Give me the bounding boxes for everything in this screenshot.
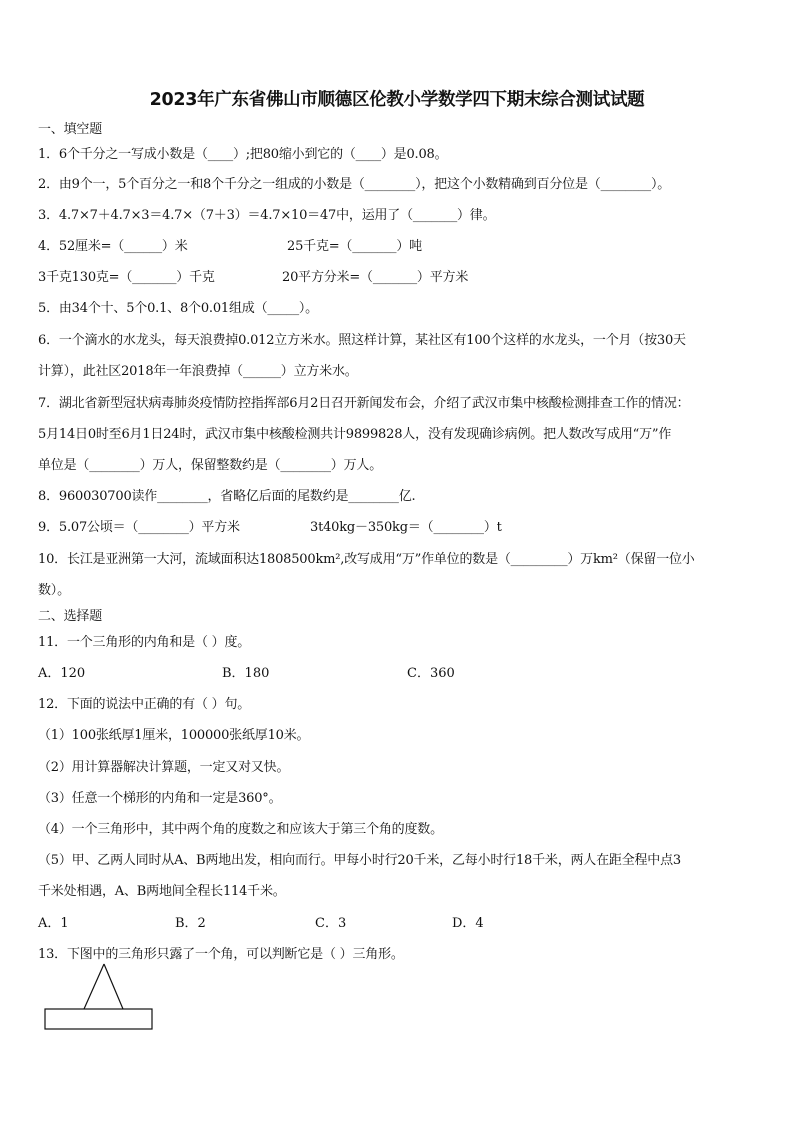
q12-option-b: B．2 <box>175 916 206 931</box>
q12-option-a: A．1 <box>38 916 69 931</box>
partially-hidden-triangle-figure <box>44 942 158 1034</box>
triangle-right-side <box>104 964 123 1009</box>
question-6-line-2: 计算），此社区2018年一年浪费掉（______）立方米水。 <box>38 364 358 379</box>
question-4-part-d: 20平方分米=（_______）平方米 <box>282 270 469 285</box>
q12-statement-1: （1）100张纸厚1厘米，100000张纸厚10米。 <box>38 728 310 743</box>
section-heading-fill-in: 一、填空题 <box>38 122 103 137</box>
question-13: 13．下图中的三角形只露了一个角，可以判断它是（ ）三角形。 <box>38 947 404 962</box>
question-7-line-1: 7．湖北省新型冠状病毒肺炎疫情防控指挥部6月2日召开新闻发布会，介绍了武汉市集中核酸检测排查工作的情况： <box>38 396 690 411</box>
question-9-part-a: 9．5.07公顷＝（________）平方米 <box>38 520 240 535</box>
question-12: 12．下面的说法中正确的有（ ）句。 <box>38 697 251 712</box>
question-7-line-2: 5月14日0时至6月1日24时，武汉市集中核酸检测共计9899828人，没有发现确诊病例。把人数改写成用“万”作 <box>38 427 672 442</box>
triangle-left-side <box>84 964 104 1009</box>
question-10-line-1: 10．长江是亚洲第一大河，流域面积达1808500km²,改写成用“万”作单位的数是（_________）万km²（保留一位小 <box>38 552 695 567</box>
q12-statement-2: （2）用计算器解决计算题，一定又对又快。 <box>38 760 290 775</box>
question-11: 11．一个三角形的内角和是（ ）度。 <box>38 635 251 650</box>
q12-option-d: D．4 <box>452 916 484 931</box>
question-8: 8．960030700读作________，省略亿后面的尾数约是________亿. <box>38 489 416 504</box>
question-9-part-b: 3t40kg－350kg＝（________）t <box>310 520 502 535</box>
question-3: 3．4.7×7＋4.7×3＝4.7×（7＋3）＝4.7×10＝47中，运用了（_______）律。 <box>38 208 496 223</box>
question-4-part-a: 4．52厘米=（______）米 <box>38 239 188 254</box>
q12-option-c: C．3 <box>315 916 347 931</box>
q12-statement-5-line-1: （5）甲、乙两人同时从A、B两地出发，相向而行。甲每小时行20千米，乙每小时行18千米，两人在距全程中点3 <box>38 853 681 868</box>
question-6-line-1: 6．一个滴水的水龙头，每天浪费掉0.012立方米水。照这样计算，某社区有100个这样的水龙头，一个月（按30天 <box>38 333 686 348</box>
q12-statement-5-line-2: 千米处相遇，A、B两地间全程长114千米。 <box>38 884 286 899</box>
q12-statement-3: （3）任意一个梯形的内角和一定是360°。 <box>38 791 282 806</box>
q12-statement-4: （4）一个三角形中，其中两个角的度数之和应该大于第三个角的度数。 <box>38 822 443 837</box>
q11-option-b: B．180 <box>222 666 270 681</box>
question-4-part-b: 25千克=（_______）吨 <box>287 239 422 254</box>
section-heading-multiple-choice: 二、选择题 <box>38 609 103 624</box>
question-2: 2．由9个一，5个百分之一和8个千分之一组成的小数是（________），把这个小数精确到百分位是（________）。 <box>38 177 671 192</box>
question-10-line-2: 数）。 <box>38 583 70 598</box>
question-7-line-3: 单位是（________）万人，保留整数约是（________）万人。 <box>38 458 383 473</box>
q11-option-a: A．120 <box>38 666 86 681</box>
question-5: 5．由34个十、5个0.1、8个0.01组成（_____）。 <box>38 301 318 316</box>
page-title: 2023年广东省佛山市顺德区伦教小学数学四下期末综合测试试题 <box>149 90 645 110</box>
q11-option-c: C．360 <box>407 666 455 681</box>
covering-rectangle <box>45 1009 152 1029</box>
question-1: 1．6个千分之一写成小数是（____）;把80缩小到它的（____）是0.08。 <box>38 147 448 162</box>
question-4-part-c: 3千克130克=（_______）千克 <box>38 270 215 285</box>
